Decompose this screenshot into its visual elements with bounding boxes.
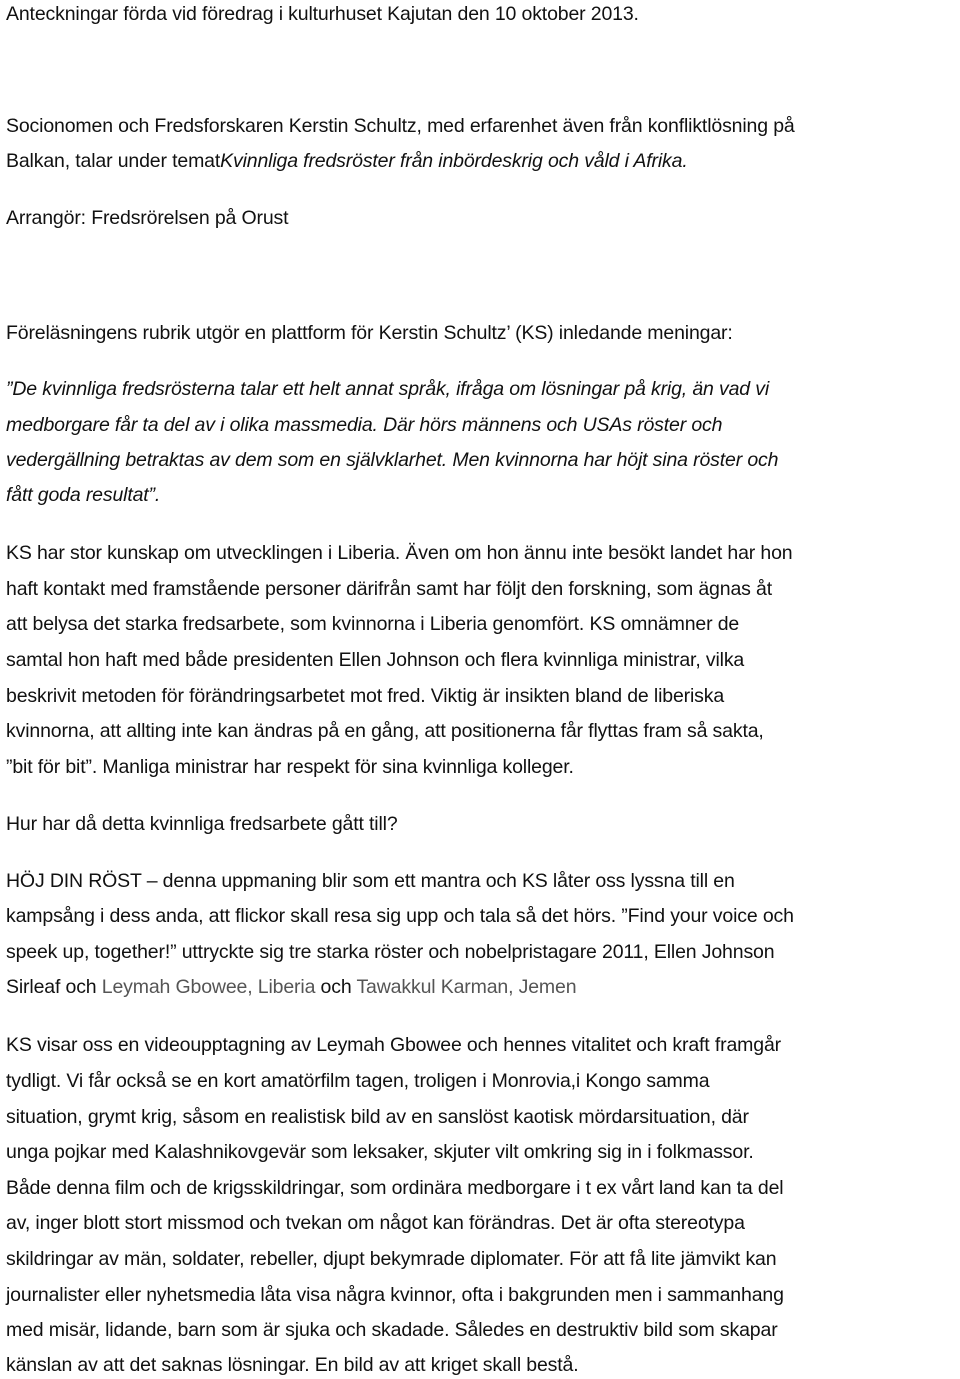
video-line-3: situation, grymt krig, såsom en realistisk bild av en sanslöst kaotisk mördarsituation, där xyxy=(6,1106,749,1128)
liberia-line-7: ”bit för bit”. Manliga ministrar har respekt för sina kvinnliga kolleger. xyxy=(6,756,574,778)
video-line-9: med misär, lidande, barn som är sjuka och skadade. Således en destruktiv bild som skapar xyxy=(6,1319,778,1341)
laureate-karman: Tawakkul Karman, Jemen xyxy=(356,976,577,998)
conjunction-1: och xyxy=(60,976,102,998)
video-line-1: KS visar oss en videoupptagning av Leymah Gbowee och hennes vitalitet och kraft framgår xyxy=(6,1034,781,1056)
quote-line-2: medborgare får ta del av i olika massmedia. Där hörs männens och USAs röster och xyxy=(6,414,723,436)
laureates-line xyxy=(6,975,576,999)
intro-text: Balkan, talar under temat xyxy=(6,150,221,172)
video-line-2: tydligt. Vi får också se en kort amatörfilm tagen, troligen i Monrovia,i Kongo samma xyxy=(6,1070,710,1092)
video-line-7: skildringar av män, soldater, rebeller, djupt bekymrade diplomater. För att få lite jämvikt kan xyxy=(6,1248,777,1270)
laureate-sirleaf: Sirleaf xyxy=(6,976,61,998)
intro-line-2 xyxy=(6,149,688,173)
video-line-8: journalister eller nyhetsmedia låta visa några kvinnor, ofta i bakgrunden men i sammanhang xyxy=(6,1284,784,1306)
lecture-intro: Föreläsningens rubrik utgör en plattform för Kerstin Schultz’ (KS) inledande meningar: xyxy=(6,322,733,344)
conjunction-2: och xyxy=(315,976,357,998)
liberia-line-2: haft kontakt med framstående personer därifrån samt har följt den forskning, som ägnas åt xyxy=(6,578,772,600)
voice-line-3: speek up, together!” uttryckte sig tre starka röster och nobelpristagare 2011, Ellen Johnson xyxy=(6,941,775,963)
intro-theme: Kvinnliga fredsröster från inbördeskrig och våld i Afrika. xyxy=(220,150,688,172)
voice-line-1: HÖJ DIN RÖST – denna uppmaning blir som ett mantra och KS låter oss lyssna till en xyxy=(6,870,735,892)
liberia-line-3: att belysa det starka fredsarbete, som kvinnorna i Liberia genomfört. KS omnämner de xyxy=(6,613,740,635)
liberia-line-4: samtal hon haft med både presidenten Ellen Johnson och flera kvinnliga ministrar, vilka xyxy=(6,649,745,671)
video-line-5: Både denna film och de krigsskildringar, som ordinära medborgare i t ex vårt land kan ta del xyxy=(6,1177,784,1199)
liberia-line-5: beskrivit metoden för förändringsarbetet mot fred. Viktig är insikten bland de liberiska xyxy=(6,685,725,707)
liberia-line-6: kvinnorna, att allting inte kan ändras på en gång, att positionerna får flyttas fram så sakta, xyxy=(6,720,764,742)
liberia-line-1: KS har stor kunskap om utvecklingen i Liberia. Även om hon ännu inte besökt landet har hon xyxy=(6,542,793,564)
laureate-gbowee: Leymah Gbowee, Liberia xyxy=(101,976,316,998)
question-line: Hur har då detta kvinnliga fredsarbete gått till? xyxy=(6,813,398,835)
voice-line-2: kampsång i dess anda, att flickor skall resa sig upp och tala så det hörs. ”Find your voice och xyxy=(6,905,794,927)
quote-line-3: vedergällning betraktas av dem som en självklarhet. Men kvinnorna har höjt sina röster och xyxy=(6,449,779,471)
organizer-line: Arrangör: Fredsrörelsen på Orust xyxy=(6,207,289,229)
document-heading: Anteckningar förda vid föredrag i kulturhuset Kajutan den 10 oktober 2013. xyxy=(6,3,639,25)
quote-line-4: fått goda resultat”. xyxy=(6,484,161,506)
video-line-6: av, inger blott stort missmod och tvekan om något kan förändras. Det är ofta stereotypa xyxy=(6,1212,745,1234)
quote-line-1: ”De kvinnliga fredsrösterna talar ett helt annat språk, ifråga om lösningar på krig, än vad vi xyxy=(6,378,770,400)
video-line-10: känslan av att det saknas lösningar. En bild av att kriget skall bestå. xyxy=(6,1354,579,1376)
video-line-4: unga pojkar med Kalashnikovgevär som leksaker, skjuter vilt omkring sig in i folkmassor. xyxy=(6,1141,754,1163)
intro-line-1: Socionomen och Fredsforskaren Kerstin Schultz, med erfarenhet även från konfliktlösning på xyxy=(6,115,795,137)
